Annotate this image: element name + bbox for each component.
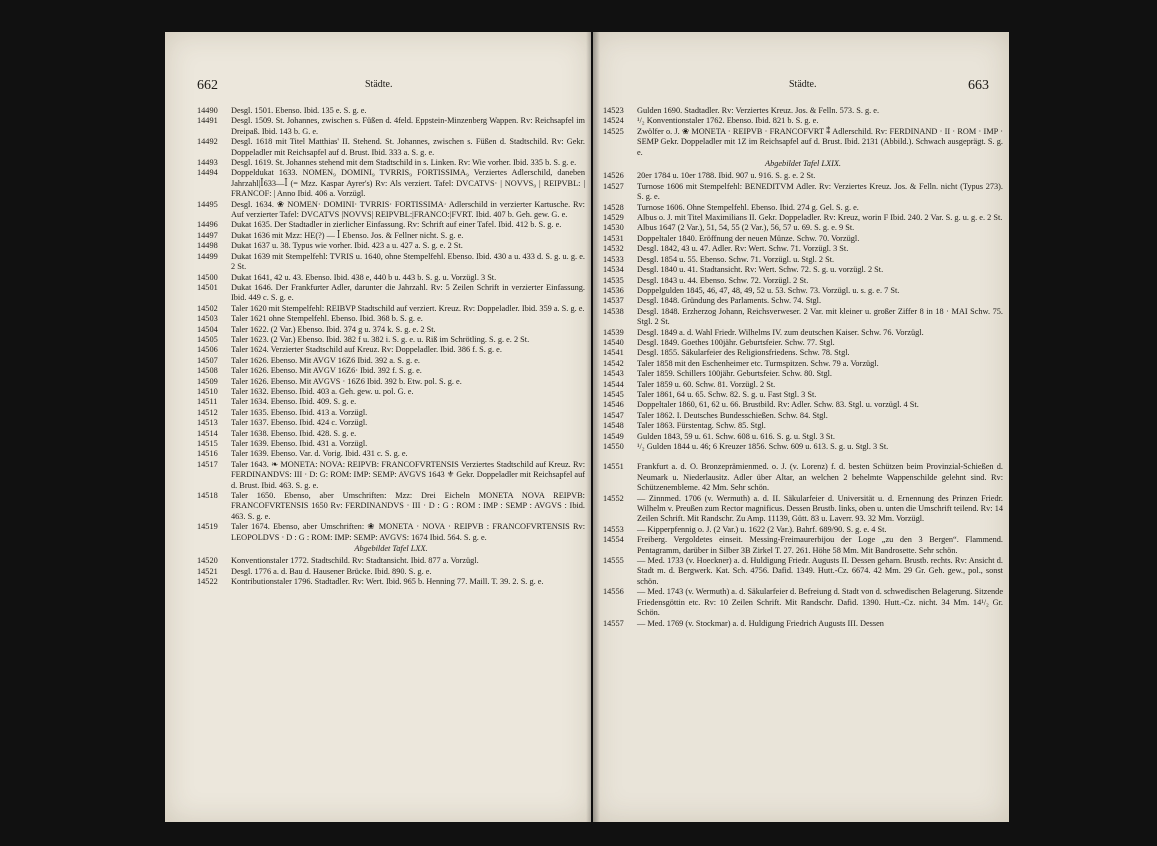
lot-number: 14551 [603, 462, 624, 472]
catalog-entry [603, 494, 1003, 525]
lot-number: 14514 [197, 428, 218, 438]
catalog-entry [603, 296, 1003, 306]
lot-description: Kontributionstaler 1796. Stadtadler. Rv: Wert. Ibid. 965 b. Henning 77. Maill. T. 39. 2. S. g. e. [231, 577, 544, 587]
lot-number: 14530 [603, 223, 624, 233]
lot-description: — Med. 1743 (v. Wermuth) a. d. Säkularfeier d. Befreiung d. Stadt von d. schwedischen Belagerung. Sitzende Friedensgöttin etc. Rv: 10 Zeilen Schrift. Mit Randschr. Dafid. 1390. Hutt.-Cz. nicht. 34 Mm. 14¹/₂ Gr. Schön. [637, 587, 1003, 618]
catalog-entry [197, 567, 585, 577]
lot-number: 14502 [197, 303, 218, 313]
lot-number: 14545 [603, 389, 624, 399]
catalog-entry [603, 307, 1003, 328]
catalog-entry [603, 338, 1003, 348]
catalog-entry [603, 369, 1003, 379]
catalog-entry [197, 106, 585, 116]
lot-description: Taler 1858 mit den Eschenheimer etc. Turmspitzen. Schw. 79 a. Vorzügl. [637, 358, 879, 368]
left-page [165, 32, 591, 822]
catalog-entry [603, 556, 1003, 587]
lot-number: 14535 [603, 275, 624, 285]
lot-description: Taler 1634. Ebenso. Ibid. 409. S. g. e. [231, 397, 357, 407]
lot-number: 14523 [603, 106, 624, 115]
right-page [593, 32, 1009, 822]
lot-description: Desgl. 1634. ❀ NOMEN· DOMINI· TVRRIS· FORTISSIMA· Adlerschild in verzierter Kartusche. Rv: Auf verzierter Tafel: DVCATVS |NOVVS| REIPVBL:|FRANCO:|FVRT. Ibid. 407 b. Geh. gew. G. e. [231, 199, 585, 220]
lot-number: 14504 [197, 324, 218, 334]
catalog-entry [603, 400, 1003, 410]
lot-number: 14518 [197, 491, 218, 501]
catalog-entry [603, 213, 1003, 223]
lot-description: Taler 1650. Ebenso, aber Umschriften: Mzz: Drei Eicheln MONETA NOVA REIPVB: FRANCOFVRTENSIS 1650 Rv: FERDINANDVS · III · D : G : ROM : IMP : SEMP : AVGVS : Ibid. 463. S. g. e. [231, 491, 585, 521]
catalog-entry [197, 252, 585, 273]
lot-number: 14540 [603, 337, 624, 347]
lot-number: 14511 [197, 397, 218, 407]
lot-number: 14538 [603, 306, 624, 316]
catalog-entry [603, 244, 1003, 254]
lot-number: 14499 [197, 251, 218, 261]
lot-description: Taler 1632. Ebenso. Ibid. 403 a. Geh. gew. u. pol. G. e. [231, 386, 414, 396]
lot-number: 14493 [197, 158, 218, 168]
catalog-entry [603, 432, 1003, 442]
lot-number: 14526 [603, 171, 624, 181]
catalog-entry [603, 421, 1003, 431]
catalog-entry [197, 200, 585, 221]
lot-description: Taler 1623. (2 Var.) Ebenso. Ibid. 382 f u. 382 i. S. g. e. u. Riß im Schrötling. S. g. e. 2 St. [231, 334, 530, 344]
catalog-entry [603, 359, 1003, 369]
lot-description: Taler 1637. Ebenso. Ibid. 424 c. Vorzügl. [231, 418, 368, 428]
lot-description: Taler 1639. Ebenso. Ibid. 431 a. Vorzügl. [231, 439, 368, 448]
catalog-entry [197, 345, 585, 355]
lot-number: 14553 [603, 524, 624, 534]
catalog-entry [197, 335, 585, 345]
lot-description: Dukat 1639 mit Stempelfehl: TVRIS u. 1640, ohne Stempelfehl. Ebenso. Ibid. 430 a u. 433 d. S. g. u. g. e. 2 St. [231, 251, 585, 272]
lot-description: Desgl. 1855. Säkularfeier des Religionsfriedens. Schw. 78. Stgl. [637, 348, 850, 358]
book-gutter [586, 32, 600, 822]
lot-number: 14552 [603, 493, 624, 503]
catalog-entry [603, 619, 1003, 629]
lot-description: Taler 1863. Fürstentag. Schw. 85. Stgl. [637, 421, 766, 431]
catalog-entry [197, 304, 585, 314]
lot-number: 14515 [197, 439, 218, 448]
catalog-entry [603, 462, 1003, 493]
catalog-entry [197, 220, 585, 230]
lot-description: Desgl. 1619. St. Johannes stehend mit dem Stadtschild in s. Linken. Rv: Wie vorher. Ibid. 335 b. S. g. e. [231, 158, 577, 168]
catalog-entry [197, 377, 585, 387]
lot-number: 14520 [197, 556, 218, 566]
lot-description: Desgl. 1776 a. d. Bau d. Hausener Brücke. Ibid. 890. S. g. e. [231, 566, 432, 576]
catalog-entry [603, 276, 1003, 286]
catalog-entry [197, 325, 585, 335]
catalog-entry [603, 116, 1003, 126]
page-number: 662 [197, 78, 218, 93]
lot-description: Taler 1859 u. 60. Schw. 81. Vorzügl. 2 St. [637, 379, 776, 389]
catalog-entry [603, 442, 1003, 452]
lot-number: 14496 [197, 220, 218, 230]
lot-description: Desgl. 1842, 43 u. 47. Adler. Rv: Wert. Schw. 71. Vorzügl. 3 St. [637, 244, 849, 254]
catalog-entry [603, 411, 1003, 421]
lot-number: 14490 [197, 106, 218, 115]
lot-description: Frankfurt a. d. O. Bronzeprämienmed. o. J. (v. Lorenz) f. d. besten Schützen beim Provinzial-Schießen d. Neumark u. Niederlausitz. Adler über Altar, an welchen 2 behelmte Wappenschilde gelehnt sind. Rv: Schützenembleme. 42 Mm. Sehr schön. [637, 462, 1003, 493]
catalog-entries [197, 106, 585, 588]
catalog-entry [197, 283, 585, 304]
lot-description: Taler 1622. (2 Var.) Ebenso. Ibid. 374 g u. 374 k. S. g. e. 2 St. [231, 324, 436, 334]
lot-description: Taler 1624. Verzierter Stadtschild auf Kreuz. Rv: Doppeladler. Ibid. 386 f. S. g. e. [231, 345, 502, 355]
lot-number: 14536 [603, 285, 624, 295]
lot-number: 14541 [603, 348, 624, 358]
catalog-entry [197, 439, 585, 449]
lot-number: 14508 [197, 366, 218, 376]
catalog-entry [197, 231, 585, 241]
lot-number: 14516 [197, 449, 218, 459]
lot-number: 14525 [603, 126, 624, 136]
section-gap [603, 452, 1003, 462]
lot-number: 14548 [603, 421, 624, 431]
catalog-entry [603, 587, 1003, 618]
lot-description: ¹/₂ Konventionstaler 1762. Ebenso. Ibid. 821 b. S. g. e. [637, 116, 819, 126]
lot-number: 14533 [603, 254, 624, 264]
lot-number: 14507 [197, 355, 218, 365]
catalog-entry [603, 171, 1003, 181]
lot-number: 14539 [603, 327, 624, 337]
catalog-entry [603, 348, 1003, 358]
catalog-entry [603, 286, 1003, 296]
catalog-entry [603, 380, 1003, 390]
catalog-entry [197, 408, 585, 418]
lot-number: 14527 [603, 181, 624, 191]
lot-description: Desgl. 1501. Ebenso. Ibid. 135 e. S. g. e. [231, 106, 367, 115]
catalog-entry [197, 418, 585, 428]
lot-number: 14537 [603, 296, 624, 306]
running-head: Städte. [365, 79, 393, 90]
page-number: 663 [968, 78, 989, 93]
lot-number: 14494 [197, 168, 218, 178]
catalog-entries [603, 106, 1003, 629]
catalog-entry [603, 234, 1003, 244]
catalog-entry [197, 273, 585, 283]
lot-number: 14532 [603, 244, 624, 254]
lot-description: Taler 1859. Schillers 100jähr. Geburtsfeier. Schw. 80. Stgl. [637, 369, 832, 379]
lot-number: 14497 [197, 230, 218, 240]
lot-description: Dukat 1635. Der Stadtadler in zierlicher Einfassung. Rv: Schrift auf einer Tafel. Ibid. 412 b. S. g. e. [231, 220, 562, 230]
lot-description: Dukat 1641, 42 u. 43. Ebenso. Ibid. 438 e, 440 b u. 443 b. S. g. u. Vorzügl. 3 St. [231, 272, 497, 282]
lot-description: Desgl. 1840 u. 41. Stadtansicht. Rv: Wert. Schw. 72. S. g. u. vorzügl. 2 St. [637, 265, 884, 275]
lot-number: 14500 [197, 272, 218, 282]
lot-number: 14557 [603, 618, 624, 628]
lot-description: Turnose 1606 mit Stempelfehl: BENEDITVM Adler. Rv: Verziertes Kreuz. Jos. & Felln. nicht (Typus 273). S. g. e. [637, 181, 1003, 202]
lot-number: 14519 [197, 522, 218, 532]
lot-number: 14506 [197, 345, 218, 355]
lot-description: Desgl. 1843 u. 44. Ebenso. Schw. 72. Vorzügl. 2 St. [637, 275, 809, 285]
catalog-entry [603, 390, 1003, 400]
lot-number: 14555 [603, 556, 624, 566]
catalog-entry [603, 223, 1003, 233]
lot-description: ¹/₂ Gulden 1844 u. 46; 6 Kreuzer 1856. Schw. 609 u. 613. S. g. u. Stgl. 3 St. [637, 442, 889, 451]
catalog-entry [603, 265, 1003, 275]
catalog-entry [197, 556, 585, 566]
lot-number: 14531 [603, 233, 624, 243]
lot-description: Taler 1621 ohne Stempelfehl. Ebenso. Ibid. 368 b. S. g. e. [231, 314, 423, 324]
lot-description: Desgl. 1848. Erzherzog Johann, Reichsverweser. 2 Var. mit kleiner u. großer Ziffer 8 in 18 · MAI Schw. 75. Stgl. 2 St. [637, 306, 1003, 327]
lot-description: — Kipperpfennig o. J. (2 Var.) u. 1622 (2 Var.). Bahrf. 689/90. S. g. e. 4 St. [637, 524, 887, 534]
lot-number: 14510 [197, 386, 218, 396]
catalog-entry [603, 525, 1003, 535]
lot-description: Desgl. 1849 a. d. Wahl Friedr. Wilhelms IV. zum deutschen Kaiser. Schw. 76. Vorzügl. [637, 327, 924, 337]
lot-description: Taler 1861, 64 u. 65. Schw. 82. S. g. u. Fast Stgl. 3 St. [637, 389, 817, 399]
catalog-entry [197, 158, 585, 168]
catalog-entry [197, 397, 585, 407]
catalog-entry [197, 449, 585, 459]
lot-number: 14503 [197, 314, 218, 324]
lot-description: Desgl. 1854 u. 55. Ebenso. Schw. 71. Vorzügl. u. Stgl. 2 St. [637, 254, 835, 264]
lot-number: 14528 [603, 202, 624, 212]
catalog-entry [197, 460, 585, 491]
catalog-entry [197, 491, 585, 522]
lot-description: Dukat 1636 mit Mzz: HE(?) — ꟾ Ebenso. Jos. & Fellner nicht. S. g. e. [231, 230, 464, 240]
lot-description: Gulden 1690. Stadtadler. Rv: Verziertes Kreuz. Jos. & Felln. 573. S. g. e. [637, 106, 880, 115]
lot-number: 14546 [603, 400, 624, 410]
lot-number: 14542 [603, 358, 624, 368]
lot-description: Taler 1638. Ebenso. Ibid. 428. S. g. e. [231, 428, 357, 438]
lot-description: Taler 1626. Ebenso. Mit AVGV 16Z6· Ibid. 392 f. S. g. e. [231, 366, 422, 376]
lot-description: Taler 1626. Ebenso. Mit AVGVS · 16Z6 Ibid. 392 b. Etw. pol. S. g. e. [231, 376, 462, 386]
lot-description: Doppeldukat 1633. NOMEN₉ DOMINI₉ TVRRIS₉ FORTISSIMA₉ Verziertes Adlerschild, daneben Jahrzahl|ꟾ633—ꟾ (= Mzz. Kaspar Ayrer's) Rv: Als verziert. Tafel: DVCATVS· | NOVVS₉ | REIPVBL: | FRANCOF: | Anno Ibid. 406 a. Vorzügl. [231, 168, 585, 199]
catalog-entry [197, 314, 585, 324]
lot-number: 14549 [603, 431, 624, 441]
lot-number: 14556 [603, 587, 624, 597]
plate-reference: Abgebildet Tafel LXX. [354, 544, 428, 554]
lot-description: Freiberg. Vergoldetes einseit. Messing-Freimaurerbijou der Loge „zu den 3 Bergen“. Flammend. Pentagramm, darüber in Silber 3B Zirkel T. 27. 261. Höhe 58 Mm. Mit Bandrosette. Sehr schön. [637, 535, 1003, 555]
catalog-entry [197, 168, 585, 199]
lot-number: 14513 [197, 418, 218, 428]
catalog-entry [197, 137, 585, 158]
catalog-entry [197, 387, 585, 397]
lot-number: 14529 [603, 213, 624, 223]
lot-number: 14492 [197, 137, 218, 147]
lot-number: 14547 [603, 410, 624, 420]
catalog-entry [603, 106, 1003, 116]
lot-description: Zwölfer o. J. ❀ MONETA · REIPVB · FRANCOFVRT ⁑ Adlerschild. Rv: FERDINAND · II · ROM · IMP · SEMP Gekr. Doppeladler mit 1Z im Reichsapfel auf d. Brust. Ibid. 2131 (Abbild.). Schwach ausgeprägt. S. g. e. [637, 126, 1003, 157]
catalog-entry [197, 577, 585, 587]
lot-number: 14498 [197, 241, 218, 251]
catalog-entry [197, 429, 585, 439]
catalog-entry [603, 182, 1003, 203]
lot-description: Doppelgulden 1845, 46, 47, 48, 49, 52 u. 53. Schw. 73. Vorzügl. u. s. g. e. 7 St. [637, 285, 900, 295]
lot-description: Taler 1626. Ebenso. Mit AVGV 16Z6 Ibid. 392 a. S. g. e. [231, 355, 421, 365]
catalog-entry [197, 116, 585, 137]
catalog-entry [603, 535, 1003, 556]
lot-description: Taler 1862. I. Deutsches Bundesschießen. Schw. 84. Stgl. [637, 410, 828, 420]
lot-description: Dukat 1646. Der Frankfurter Adler, darunter die Jahrzahl. Rv: 5 Zeilen Schrift in verzierter Einfassung. Ibid. 449 c. S. g. e. [231, 282, 585, 303]
lot-description: Doppeltaler 1840. Eröffnung der neuen Münze. Schw. 70. Vorzügl. [637, 233, 860, 243]
running-head: Städte. [789, 79, 817, 90]
lot-number: 14501 [197, 282, 218, 292]
catalog-entry [603, 255, 1003, 265]
lot-description: Konventionstaler 1772. Stadtschild. Rv: Stadtansicht. Ibid. 877 a. Vorzügl. [231, 556, 479, 566]
plate-reference: Abgebildet Tafel LXIX. [765, 159, 841, 169]
lot-number: 14505 [197, 334, 218, 344]
lot-description: Desgl. 1848. Gründung des Parlaments. Schw. 74. Stgl. [637, 296, 822, 306]
lot-description: Taler 1620 mit Stempelfehl: REIBVP Stadtschild auf verziert. Kreuz. Rv: Doppeladler. Ibid. 359 a. S. g. e. [231, 303, 585, 313]
catalog-entry [197, 241, 585, 251]
catalog-entry [197, 366, 585, 376]
lot-description: Desgl. 1509. St. Johannes, zwischen s. Füßen d. 4feld. Eppstein-Minzenberg Wappen. Rv: Reichsapfel im Dreipaß. Ibid. 143 b. G. e. [231, 116, 585, 136]
catalog-entry [603, 127, 1003, 158]
lot-number: 14517 [197, 459, 218, 469]
lot-description: Taler 1643. ❧ MONETA: NOVA: REIPVB: FRANCOFVRTENSIS Verziertes Stadtschild auf Kreuz. Rv: FERDINANDVS: III · D: G: ROM: IMP: SEMP: AVGVS 1643 ⚜ Gekr. Doppeladler mit Reichsapfel auf d. Brust. Ibid. 463. S. g. e. [231, 459, 585, 490]
catalog-entry [603, 328, 1003, 338]
lot-number: 14521 [197, 566, 218, 576]
lot-description: — Med. 1733 (v. Hoeckner) a. d. Huldigung Friedr. Augusts II. Dessen geharn. Brustb. rechts. Rv: Ansicht d. Stadt m. d. Bergwerk. Kat. Sch. 4756. Dafid. 1349. Hutt.-Cz. 6674. 42 Mm. 29 Gr. Geh. gew., pol., sonst schön. [637, 556, 1003, 586]
catalog-entry [197, 522, 585, 543]
lot-description: Taler 1639. Ebenso. Var. d. Vorig. Ibid. 431 c. S. g. e. [231, 449, 408, 459]
lot-description: Dukat 1637 u. 38. Typus wie vorher. Ibid. 423 a u. 427 a. S. g. e. 2 St. [231, 241, 463, 251]
lot-description: Albus o. J. mit Titel Maximilians II. Gekr. Doppeladler. Rv: Kreuz, worin F Ibid. 240. 2 Var. S. g. u. g. e. 2 St. [637, 213, 1003, 223]
lot-description: 20er 1784 u. 10er 1788. Ibid. 907 u. 916. S. g. e. 2 St. [637, 171, 816, 181]
lot-description: Gulden 1843, 59 u. 61. Schw. 608 u. 616. S. g. u. Stgl. 3 St. [637, 431, 835, 441]
lot-number: 14543 [603, 369, 624, 379]
catalog-entry [197, 356, 585, 366]
lot-number: 14534 [603, 265, 624, 275]
lot-number: 14524 [603, 116, 624, 126]
catalog-entry [603, 203, 1003, 213]
lot-number: 14544 [603, 379, 624, 389]
lot-description: Desgl. 1849. Goethes 100jähr. Geburtsfeier. Schw. 77. Stgl. [637, 337, 835, 347]
lot-number: 14491 [197, 116, 218, 126]
lot-description: Albus 1647 (2 Var.), 51, 54, 55 (2 Var.), 56, 57 u. 69. S. g. e. 9 St. [637, 223, 855, 233]
lot-description: — Zinnmed. 1706 (v. Wermuth) a. d. II. Säkularfeier d. Universität u. d. Ernennung des Prinzen Friedr. Wilhelm v. Preußen zum Rector magnificus. Dessen Brustb. links, oben u. unten die Umschrift teilend. Rv: 14 Zeilen Schrift. Mit Randschr. Zu Amp. 11139, Gütt. 83 u. Laverr. 93. 32 Mm. Vorzügl. [637, 493, 1003, 524]
lot-number: 14512 [197, 407, 218, 417]
lot-description: Desgl. 1618 mit Titel Matthias' II. Stehend. St. Johannes, zwischen s. Füßen d. Stadtschild. Rv: Gekr. Doppeladler mit Reichsapfel auf d. Brust. Ibid. 333 a. S. g. e. [231, 137, 585, 157]
lot-number: 14495 [197, 199, 218, 209]
lot-number: 14554 [603, 535, 624, 545]
lot-number: 14550 [603, 442, 624, 451]
lot-description: Taler 1635. Ebenso. Ibid. 413 a. Vorzügl. [231, 407, 368, 417]
lot-description: Turnose 1606. Ohne Stempelfehl. Ebenso. Ibid. 274 g. Gel. S. g. e. [637, 202, 859, 212]
lot-description: Taler 1674. Ebenso, aber Umschriften: ❀ MONETA · NOVA · REIPVB : FRANCOFVRTENSIS Rv: LEOPOLDVS · D : G : ROM: IMP: SEMP: AVGVS: 1674 Ibid. 564. S. g. e. [231, 522, 585, 542]
lot-description: Doppeltaler 1860, 61, 62 u. 66. Brustbild. Rv: Adler. Schw. 83. Stgl. u. vorzügl. 4 St. [637, 400, 919, 410]
lot-description: — Med. 1769 (v. Stockmar) a. d. Huldigung Friedrich Augusts III. Dessen [637, 618, 884, 628]
lot-number: 14522 [197, 577, 218, 587]
lot-number: 14509 [197, 376, 218, 386]
